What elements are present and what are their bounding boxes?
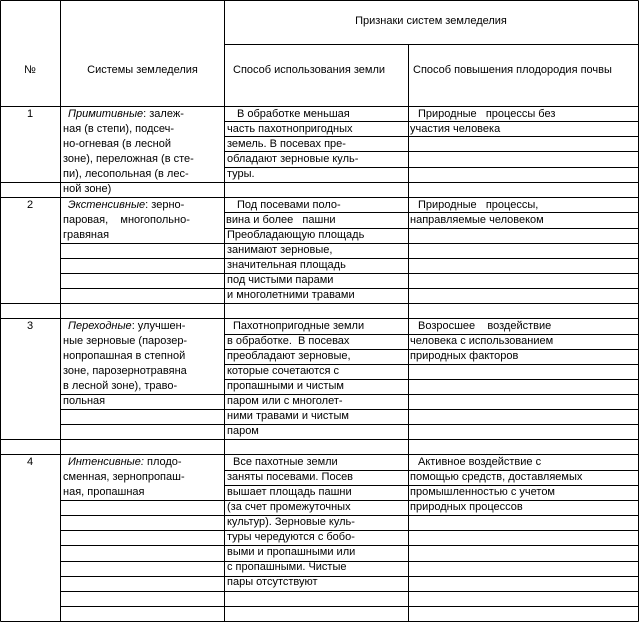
row-4-system — [63, 455, 185, 500]
row-1-land-use-line: туры. — [227, 168, 255, 180]
row-3-land-use-line: пропашными и чистым — [227, 380, 344, 392]
header-col-land-use: Способ использования земли — [233, 64, 386, 76]
row-3-fertility — [410, 319, 553, 364]
row-1-land-use — [227, 107, 358, 182]
row-2-land-use-line: занимают зерновые, — [227, 244, 333, 256]
row-2-num: 2 — [26, 199, 34, 211]
row-2-system-line: паровая, многопольно- — [63, 214, 190, 226]
row-2-land-use-line: под чистыми парами — [227, 274, 334, 286]
row-3-system-line: зоне, парозернотравяна — [63, 365, 187, 377]
row-1-system-name: Примитивные — [68, 108, 144, 120]
row-4-land-use-line: (за счет промежуточных — [227, 501, 351, 513]
row-2-system-line: гравяная — [63, 229, 110, 241]
row-1-land-use-line: часть пахотнопригодных — [227, 123, 353, 135]
row-3-land-use-line: преобладают зерновые, — [227, 350, 351, 362]
row-4-system-line: сменная, зернопропаш- — [63, 471, 185, 483]
row-1-fertility-line: участия человека — [410, 123, 501, 135]
row-2-land-use — [227, 198, 364, 303]
row-4-land-use — [227, 455, 355, 590]
row-1-land-use-line: земель. В посевах пре- — [227, 138, 346, 150]
row-3-land-use-line: в обработке. В посевах — [227, 335, 350, 347]
header-col-fertility: Способ повышения плодородия почвы — [413, 64, 612, 76]
row-4-land-use-line: вышает площадь пашни — [227, 486, 352, 498]
row-2-land-use-line: вина и более пашни — [226, 214, 336, 226]
header-col-system: Системы земледелия — [87, 64, 198, 76]
row-1-system-line: пи), лесопольная (в лес- — [63, 168, 189, 180]
row-4-fertility-line: Активное воздействие с — [418, 456, 542, 468]
row-3-system-line: нопропашная в степной — [63, 350, 186, 362]
row-2-system-name: Экстенсивные — [68, 199, 146, 211]
row-1-system-line: : залеж- — [143, 108, 184, 120]
row-1-system-line: зоне), переложная (в сте- — [63, 153, 194, 165]
row-1-system-line: ная (в степи), подсеч- — [63, 123, 175, 135]
row-3-system-line: ные зерновые (парозер- — [63, 335, 188, 347]
row-4-num: 4 — [26, 456, 34, 468]
row-4-land-use-line: пары отсутствуют — [227, 576, 318, 588]
row-3-system-line: польная — [63, 395, 106, 407]
row-1-land-use-line: В обработке меньшая — [237, 108, 350, 120]
row-4-system-line: плодо- — [143, 456, 182, 468]
row-1-system-line: но-огневая (в лесной — [63, 138, 171, 150]
row-3-fertility-line: Возросшее воздействие — [418, 320, 552, 332]
row-4-land-use-line: заняты посевами. Посев — [227, 471, 354, 483]
row-3-land-use-line: ними травами и чистым — [227, 410, 349, 422]
row-1-fertility-line: Природные процессы без — [418, 108, 556, 120]
row-4-system-line: ная, пропашная — [63, 486, 145, 498]
row-4-fertility-line: помощью средств, доставляемых — [410, 471, 583, 483]
row-2-system-line: : зерно- — [145, 199, 185, 211]
row-2-system — [63, 198, 190, 243]
row-2-fertility — [410, 198, 544, 228]
row-2-land-use-line: и многолетними травами — [227, 289, 355, 301]
row-1-system-line: ной зоне) — [63, 183, 112, 195]
row-2-land-use-line: значительная площадь — [227, 259, 346, 271]
row-3-fertility-line: человека с использованием — [410, 335, 554, 347]
row-3-num: 3 — [26, 320, 34, 332]
row-1-fertility — [410, 107, 555, 137]
row-1-num: 1 — [26, 108, 34, 120]
row-2-fertility-line: Природные процессы, — [418, 199, 539, 211]
row-4-land-use-line: культур). Зерновые куль- — [227, 516, 355, 528]
row-4-land-use-line: с пропашными. Чистые — [227, 561, 347, 573]
row-4-fertility-line: природных процессов — [410, 501, 523, 513]
row-3-land-use — [227, 319, 364, 439]
row-3-system-line: : улучшен- — [131, 320, 186, 332]
row-4-land-use-line: выми и пропашными или — [227, 546, 356, 558]
row-3-land-use-line: Пахотнопригодные земли — [233, 320, 365, 332]
row-2-land-use-line: Преобладающую площадь — [227, 229, 365, 241]
row-1-system — [63, 107, 194, 197]
header-group-title: Признаки систем земледелия — [355, 15, 507, 27]
row-1-land-use-line: обладают зерновые куль- — [227, 153, 359, 165]
row-4-land-use-line: туры чередуются с бобо- — [227, 531, 355, 543]
row-4-fertility — [410, 455, 582, 515]
row-3-land-use-line: которые сочетаются с — [227, 365, 339, 377]
row-4-fertility-line: промышленностью с учетом — [410, 486, 555, 498]
row-4-land-use-line: Все пахотные земли — [233, 456, 338, 468]
row-3-land-use-line: паром — [227, 425, 259, 437]
row-2-land-use-line: Под посевами поло- — [237, 199, 341, 211]
row-2-fertility-line: направляемые человеком — [410, 214, 544, 226]
row-4-system-name: Интенсивные: — [68, 456, 144, 468]
row-3-fertility-line: природных факторов — [410, 350, 519, 362]
row-3-land-use-line: паром или с многолет- — [227, 395, 343, 407]
row-3-system-name: Переходные — [68, 320, 132, 332]
row-3-system-line: в лесной зоне), траво- — [63, 380, 178, 392]
row-3-system — [63, 319, 187, 409]
header-col-num: № — [24, 64, 36, 76]
